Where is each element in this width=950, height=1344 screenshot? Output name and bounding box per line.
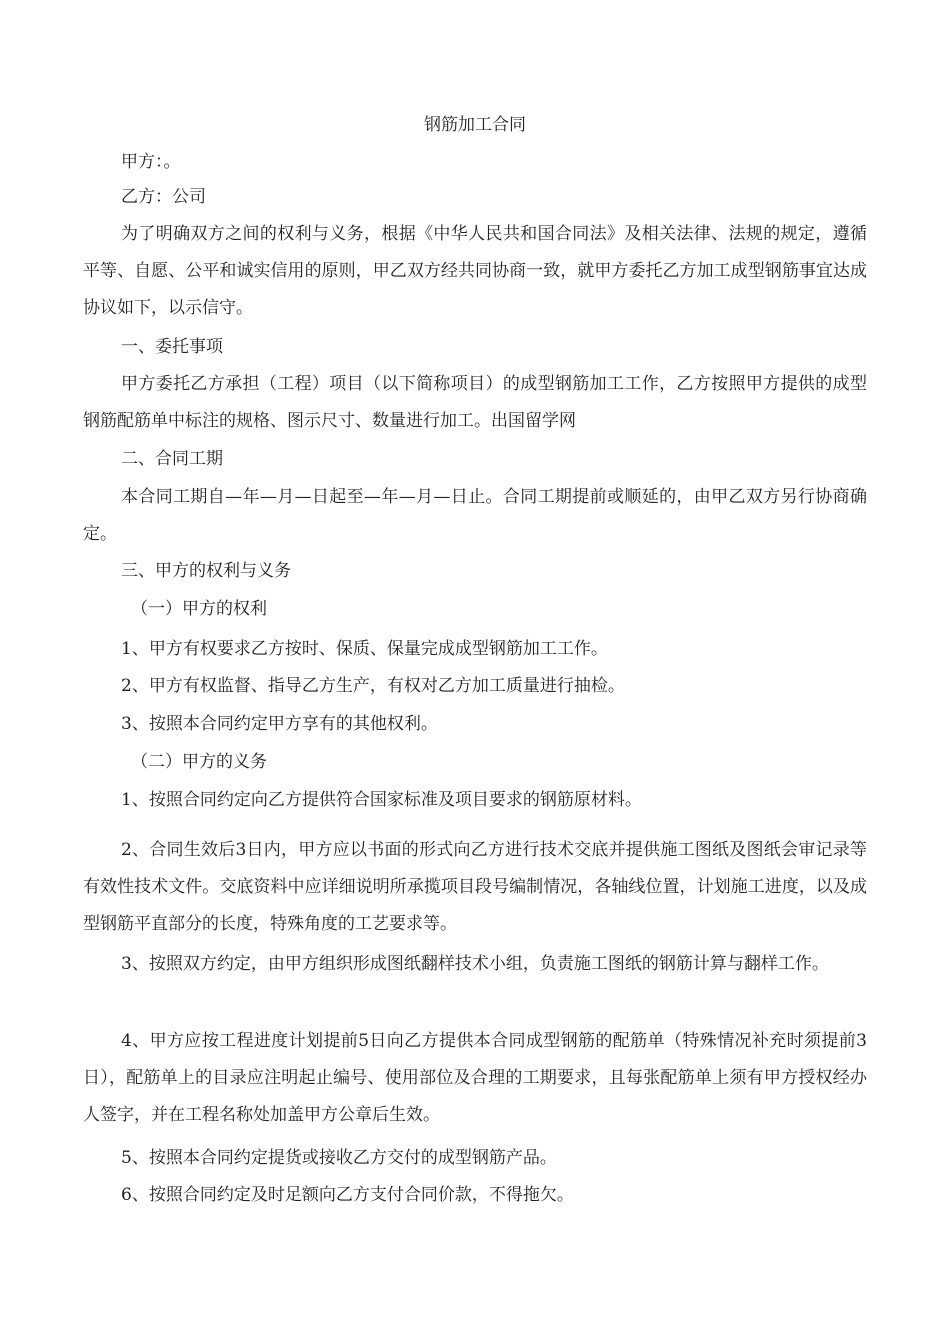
party-b-line: 乙方：公司: [121, 187, 206, 207]
list-item: 4、甲方应按工程进度计划提前5日向乙方提供本合同成型钢筋的配筋单（特殊情况补充时须提前3日），配筋单上的目录应注明起止编号、使用部位及合理的工期要求，且每张配筋单上须有甲方授权经办人签字，并在工程名称处加盖甲方公章后生效。: [83, 1031, 867, 1125]
subsection-heading-rights: （一）甲方的权利: [131, 599, 267, 619]
party-a-line: 甲方：。: [121, 152, 181, 172]
section-heading-2: 二、合同工期: [121, 449, 223, 469]
list-item: 1、甲方有权要求乙方按时、保质、保量完成成型钢筋加工工作。: [121, 639, 608, 659]
section-heading-3: 三、甲方的权利与义务: [121, 561, 291, 581]
document-title: 钢筋加工合同: [424, 115, 526, 135]
list-item: 5、按照本合同约定提货或接收乙方交付的成型钢筋产品。: [121, 1148, 557, 1168]
section-1-paragraph: 甲方委托乙方承担（工程）项目（以下简称项目）的成型钢筋加工工作，乙方按照甲方提供的成型钢筋配筋单中标注的规格、图示尺寸、数量进行加工。出国留学网: [83, 374, 867, 431]
list-item: 6、按照合同约定及时足额向乙方支付合同价款，不得拖欠。: [121, 1185, 574, 1205]
subsection-heading-obligations: （二）甲方的义务: [131, 752, 267, 772]
list-item: 3、按照双方约定，由甲方组织形成图纸翻样技术小组，负责施工图纸的钢筋计算与翻样工作。: [121, 954, 829, 974]
preamble-paragraph: 为了明确双方之间的权利与义务，根据《中华人民共和国合同法》及相关法律、法规的规定，遵循平等、自愿、公平和诚实信用的原则，甲乙双方经共同协商一致，就甲方委托乙方加工成型钢筋事宜达成协议如下，以示信守。: [83, 224, 867, 318]
list-item: 2、甲方有权监督、指导乙方生产，有权对乙方加工质量进行抽检。: [121, 676, 625, 696]
section-heading-1: 一、委托事项: [121, 337, 223, 357]
list-item: 3、按照本合同约定甲方享有的其他权利。: [121, 714, 438, 734]
list-item: 1、按照合同约定向乙方提供符合国家标准及项目要求的钢筋原材料。: [121, 790, 642, 810]
list-item: 2、合同生效后3日内，甲方应以书面的形式向乙方进行技术交底并提供施工图纸及图纸会审记录等有效性技术文件。交底资料中应详细说明所承揽项目段号编制情况，各轴线位置，计划施工进度，以及成型钢筋平直部分的长度，特殊角度的工艺要求等。: [83, 840, 867, 934]
section-2-paragraph: 本合同工期自—年—月—日起至—年—月—日止。合同工期提前或顺延的，由甲乙双方另行协商确定。: [83, 487, 867, 544]
